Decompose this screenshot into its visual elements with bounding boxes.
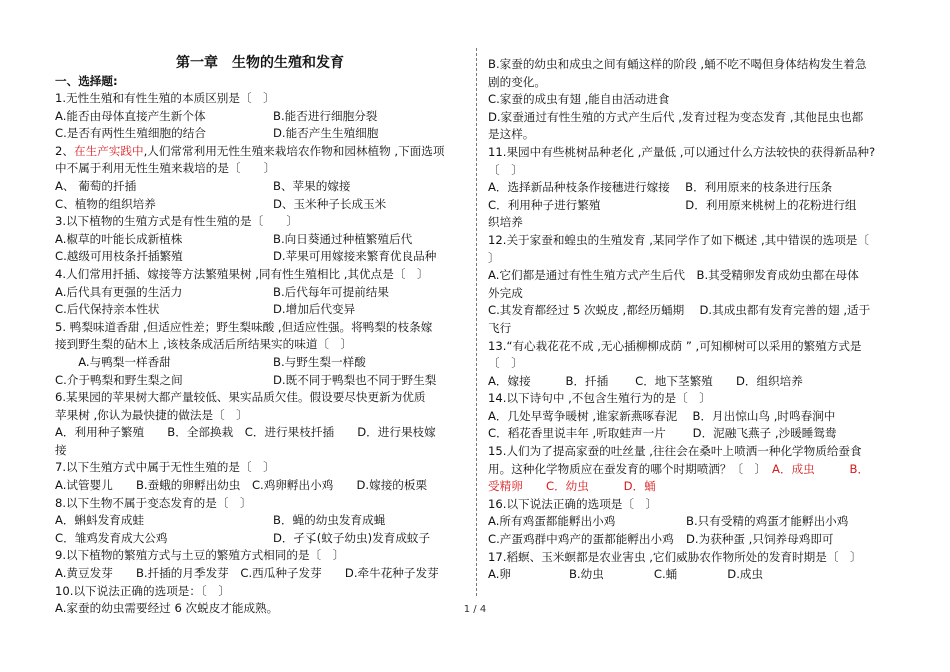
option-b: B．蝇的幼虫发育成蝇 <box>273 513 386 528</box>
text-line <box>55 248 465 266</box>
option-a: A.椒草的叶能长成新植株 <box>55 231 183 246</box>
option-b: D.为获种蛋 ,只饲养母鸡即可 <box>686 532 834 547</box>
text-line: 7.以下生殖方式中属于无性生殖的是〔 〕 <box>55 460 275 475</box>
option-b: D.增加后代变异 <box>273 302 356 317</box>
option-a: C、植物的组织培养 <box>55 196 156 211</box>
text-line <box>55 125 465 143</box>
option-a: A.后代具有更强的生活力 <box>55 284 183 299</box>
highlight-text: A．成虫 B． <box>772 461 870 476</box>
text-line: 4.人们常用扦插、嫁接等方法繁殖果树 ,同有性生殖相比 ,其优点是〔 〕 <box>55 266 429 281</box>
text-line <box>55 530 465 548</box>
option-b: D.能否产生生殖细胞 <box>273 126 379 141</box>
option-a: A.能否由母体直接产生新个体 <box>55 108 206 123</box>
text-line: 接到野生梨的砧木上 ,该枝条成活后所结果实的味道〔 〕 <box>55 337 353 352</box>
text-line: 10.以下说法正确的选项是：〔 〕 <box>55 583 230 598</box>
right-column <box>488 56 906 584</box>
text-line: 1.无性生殖和有性生殖的本质区别是〔 〕 <box>55 91 275 105</box>
text-line: D.家蚕通过有性生殖的方式产生后代 ,发育过程为变态发育 ,其他昆虫也都 <box>488 109 864 124</box>
text-line: 剧的变化。 <box>488 74 546 89</box>
text-line: C．稻花香里说丰年 ,听取蛙声一片 D．泥融飞燕子 ,沙暖睡鸳鸯 <box>488 426 837 441</box>
text-line <box>488 531 906 549</box>
text-line: 苹果树 ,你认为最快捷的做法是〔 〕 <box>55 407 248 422</box>
option-b: D、玉米种子长成玉米 <box>273 196 387 211</box>
text-line: 9.以下植物的繁殖方式与土豆的繁殖方式相同的是〔 〕 <box>55 548 345 563</box>
text-line: 飞行 <box>488 320 512 335</box>
line-text: 2、 <box>55 143 74 158</box>
text-line <box>55 284 465 302</box>
line-text: 用。这种化学物质应在蚕发育的哪个时期喷洒？〔 〕 <box>488 461 773 476</box>
text-line <box>55 196 465 214</box>
text-line: A．选择新品种枝条作接穗进行嫁接 B．利用原来的枝条进行压条 <box>488 180 833 195</box>
option-a: C．雏鸡发育成大公鸡 <box>55 530 168 545</box>
option-a: C.是否有两性生殖细胞的结合 <box>55 126 206 141</box>
highlight-text: 受精卵 C．幼虫 D．蛹 <box>488 479 656 494</box>
option-b: D．孑孓(蚊子幼虫)发育成蚊子 <box>273 530 431 545</box>
text-line: 织培养 <box>488 215 523 230</box>
text-line: 接 <box>55 442 67 457</box>
section-heading: 一、选择题: <box>55 74 118 88</box>
option-a: A、 葡萄的扦插 <box>55 178 137 193</box>
text-line <box>55 231 465 249</box>
text-line: 3.以下植物的生殖方式是有性生殖的是〔 〕 <box>55 214 298 229</box>
text-line: 14.以下诗句中 ,不包含生殖行为的是〔 〕 <box>488 391 711 406</box>
text-line: A．利用种子繁殖 B．全部换栽 C．进行果枝扦插 D．进行果枝嫁 <box>55 425 436 440</box>
text-line <box>55 301 465 319</box>
option-a: C.越级可用枝条扦插繁殖 <box>55 249 183 264</box>
text-line: A.它们都是通过有性生殖方式产生后代 B.其受精卵发育成幼虫都在母体 <box>488 268 859 283</box>
text-line: C．利用种子进行繁殖 D．利用原来桃树上的花粉进行组 <box>488 197 857 212</box>
option-b: B.与野生梨一样酸 <box>273 354 366 369</box>
option-a: A.与鸭梨一样香甜 <box>55 354 171 369</box>
text-line: 12.关于家蚕和蝗虫的生殖发育 ,某同学作了如下概述 ,其中错误的选项是〔 <box>488 232 869 247</box>
text-line: C.其发育都经过 5 次蜕皮 ,都经历蛹期 D.其成虫都有发育完善的翅 ,适于 <box>488 303 871 318</box>
text-line <box>55 108 465 126</box>
text-line <box>488 478 906 496</box>
text-line: 6.某果园的苹果树大都产量较低、果实品质欠佳。假设要尽快更新为优质 <box>55 390 426 405</box>
text-line: 中不属于利用无性生殖来栽培的是〔 〕 <box>55 161 276 176</box>
text-line <box>55 512 465 530</box>
text-line: A.黄豆发芽 B.扦插的月季发芽 C.西瓜种子发芽 D.牵牛花种子发芽 <box>55 566 439 581</box>
text-line: 8.以下生物不属于变态发育的是〔 〕 <box>55 495 252 510</box>
text-line: A．几处早莺争暖树 ,谁家新燕啄春泥 B．月出惊山鸟 ,时鸣春涧中 <box>488 408 836 423</box>
text-line <box>55 372 465 390</box>
text-line: A．嫁接 B．扦插 C．地下茎繁殖 D．组织培养 <box>488 373 803 388</box>
page-number: 1 / 4 <box>463 604 487 615</box>
text-line <box>488 461 906 479</box>
option-b: B、苹果的嫁接 <box>273 178 351 193</box>
option-b: B.能否进行细胞分裂 <box>273 108 378 123</box>
highlight-text: 在生产实践中 <box>73 143 144 158</box>
text-line: 〔 〕 <box>488 162 523 177</box>
text-line <box>55 143 465 161</box>
text-line: B.家蚕的幼虫和成虫之间有蛹这样的阶段 ,蛹不吃不喝但身体结构发生着急 <box>488 57 867 71</box>
line-text: ,人们常常利用无性生殖来栽培农作物和园林植物 ,下面选项 <box>143 143 445 158</box>
option-b: B.只有受精的鸡蛋才能孵出小鸡 <box>686 514 849 529</box>
option-a: A．蝌蚪发育成蛙 <box>55 513 145 528</box>
text-line: A.家蚕的幼虫需要经过 6 次蜕皮才能成熟。 <box>55 601 279 616</box>
option-b: B.后代每年可提前结果 <box>273 284 389 299</box>
text-line <box>55 178 465 196</box>
text-line <box>55 354 465 372</box>
option-a: A.所有鸡蛋都能孵出小鸡 <box>488 514 616 529</box>
left-column <box>55 73 465 618</box>
text-line <box>488 513 906 531</box>
option-b: D.既不同于鸭梨也不同于野生梨 <box>273 372 437 387</box>
text-line: 〕 <box>488 250 500 265</box>
text-line: 是这样。 <box>488 127 535 142</box>
option-b: D.苹果可用嫁接来繁育优良品种 <box>273 249 437 264</box>
text-line: 5. 鸭梨味道香甜 ,但适应性差；野生梨味酸 ,但适应性强。将鸭梨的枝条嫁 <box>55 319 433 334</box>
text-line: 11.果园中有些桃树品种老化 ,产量低 ,可以通过什么方法较快的获得新品种? <box>488 144 876 159</box>
text-line: C.家蚕的成虫有翅 ,能自由活动进食 <box>488 92 670 107</box>
column-divider <box>476 48 477 596</box>
text-line: 16.以下说法正确的选项是〔 〕 <box>488 496 658 511</box>
text-line: 外完成 <box>488 285 523 300</box>
text-line: 13.“有心栽花花不成 ,无心插柳柳成荫 ” ,可知柳树可以采用的繁殖方式是 <box>488 338 862 353</box>
option-b: B.向日葵通过种植繁殖后代 <box>273 231 413 246</box>
text-line: 17.稻螟、玉米螟都是农业害虫 ,它们威胁农作物所处的发育时期是〔 〕 <box>488 549 862 564</box>
text-line: 15.人们为了提高家蚕的吐丝量 ,往往会在桑叶上喷洒一种化学物质给蚕食 <box>488 444 862 459</box>
page-title: 第一章 生物的生殖和发育 <box>176 55 344 71</box>
option-a: C.产蛋鸡群中鸡产的蛋都能孵出小鸡 <box>488 532 674 547</box>
option-a: C.介于鸭梨和野生梨之间 <box>55 372 183 387</box>
text-line: A.试管婴儿 B.蚕蛾的卵孵出幼虫 C.鸡卵孵出小鸡 D.嫁接的板栗 <box>55 478 428 493</box>
text-line: A.卵 B.幼虫 C.蛹 D.成虫 <box>488 567 764 582</box>
text-line: 〔 〕 <box>488 356 523 371</box>
option-a: C.后代保持亲本性状 <box>55 302 160 317</box>
